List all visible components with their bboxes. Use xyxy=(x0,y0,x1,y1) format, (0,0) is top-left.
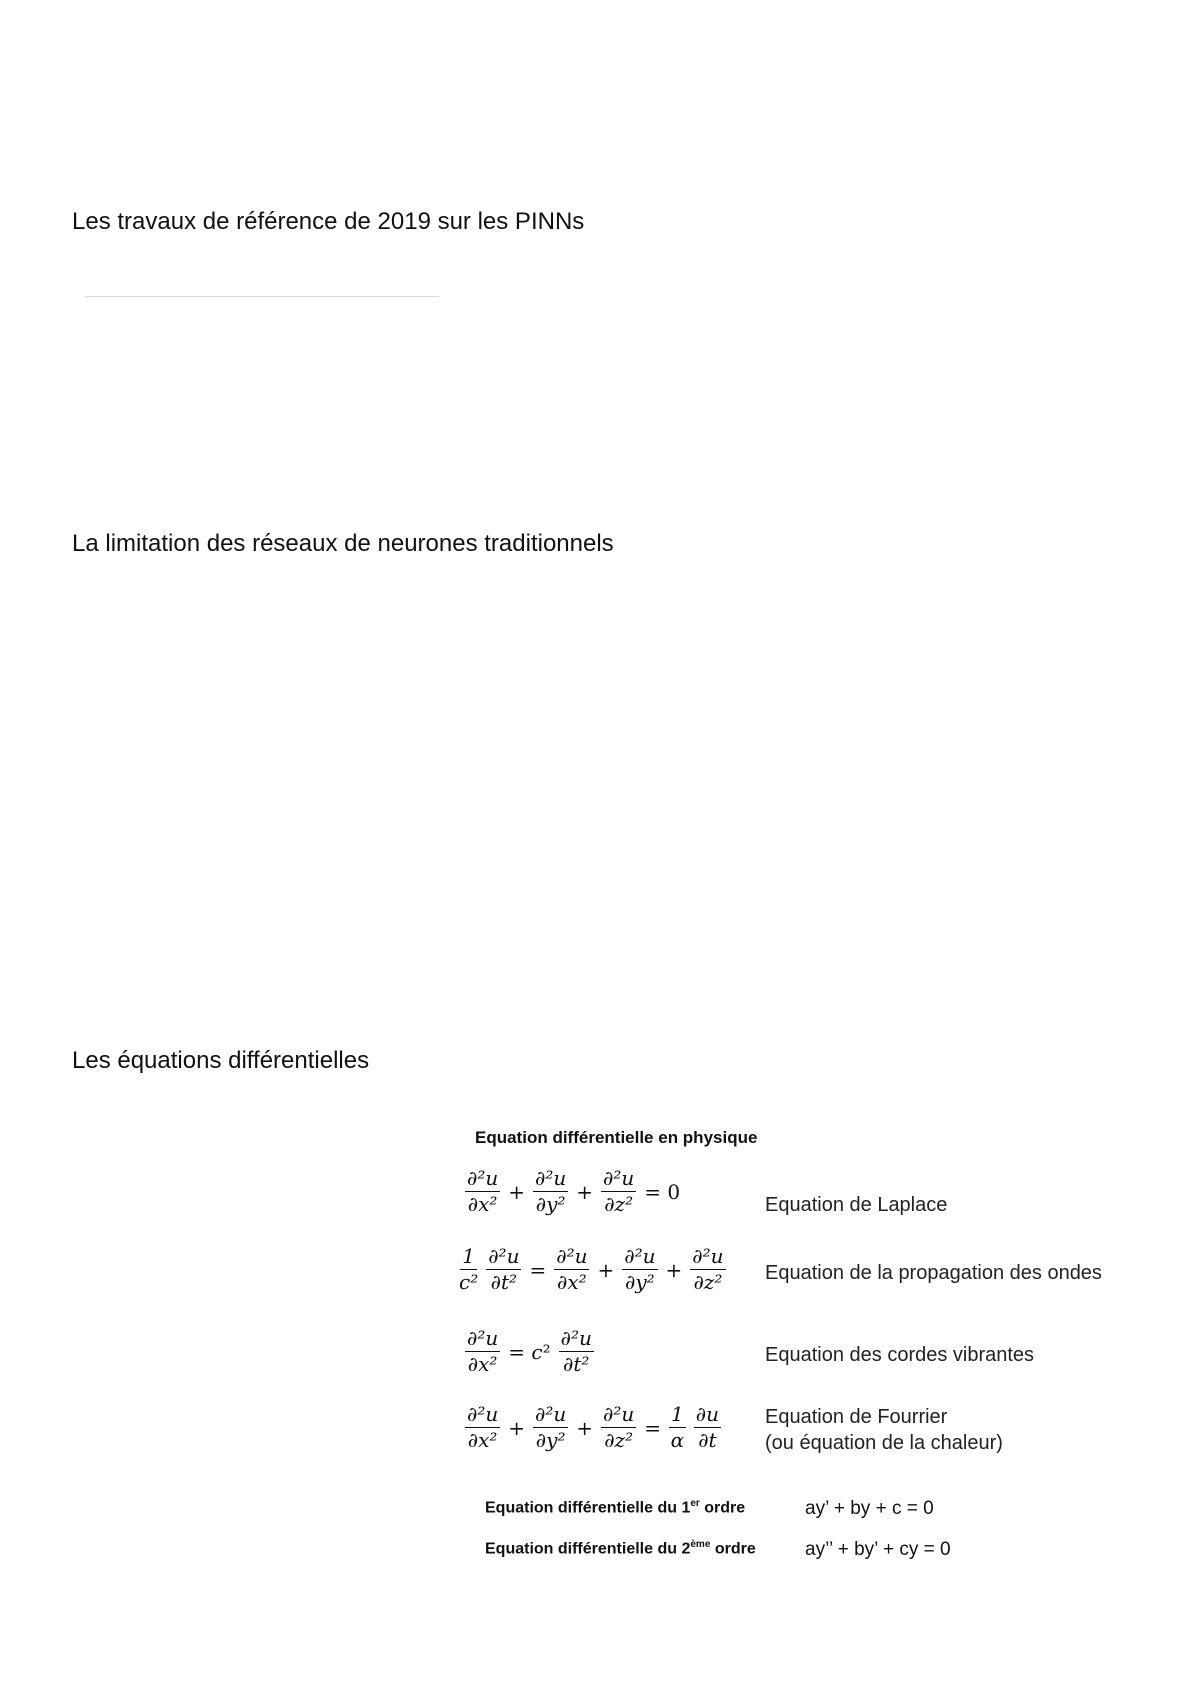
wave-label: Equation de la propagation des ondes xyxy=(765,1262,1102,1284)
strings-formula: $\frac{\text{∂²u}}{\text{∂x²}}$ = c² $\frac{\text{∂²u}}{\text{∂t²}}$ xyxy=(467,1326,592,1376)
second-order-row xyxy=(485,1539,1135,1569)
wave-formula: $\frac{1}{\text{c²}}$ $\frac{\text{∂²u}}{\text{∂t²}}$ = $\frac{\text{∂²u}}{\text{∂x²}}$ + $\frac{\text{∂²u}}{\text{∂y²}}$ + $\frac{\text{∂²u}}{\text{∂z²}}$ xyxy=(459,1244,724,1294)
fourier-label xyxy=(765,1404,1003,1456)
strings-label: Equation des cordes vibrantes xyxy=(765,1344,1035,1366)
fourier-formula: $\frac{\text{∂²u}}{\text{∂x²}}$ + $\frac{\text{∂²u}}{\text{∂y²}}$ + $\frac{\text{∂²u}}{\text{∂z²}}$ = $\frac{1}{\alpha}$ $\frac{\partial u}{\partial t}$ xyxy=(467,1402,720,1452)
first-order-row xyxy=(485,1498,1135,1528)
heading-differential-equations: Les équations différentielles xyxy=(72,1047,370,1074)
first-order-label: Equation différentielle du 1er ordre xyxy=(485,1498,746,1517)
equations-figure xyxy=(455,1118,1155,1578)
fourier-label-line1: Equation de Fourrier xyxy=(765,1406,948,1428)
first-order-formula: ay’ + by + c = 0 xyxy=(805,1498,934,1519)
fourier-label-line2: (ou équation de la chaleur) xyxy=(765,1432,1003,1454)
heading-neural-network-limitations: La limitation des réseaux de neurones traditionnels xyxy=(72,530,614,557)
heading-pinns-2019: Les travaux de référence de 2019 sur les PINNs xyxy=(72,208,585,235)
laplace-label: Equation de Laplace xyxy=(765,1194,948,1216)
figure-title: Equation différentielle en physique xyxy=(475,1128,758,1147)
second-order-label: Equation différentielle du 2ème ordre xyxy=(485,1539,756,1558)
laplace-formula: $\frac{\text{∂²u}}{\text{∂x²}}$ + $\frac{\text{∂²u}}{\text{∂y²}}$ + $\frac{\text{∂²u}}{\text{∂z²}}$ = 0 xyxy=(467,1166,681,1216)
divider xyxy=(85,296,439,297)
second-order-formula: ay’’ + by’ + cy = 0 xyxy=(805,1539,951,1560)
